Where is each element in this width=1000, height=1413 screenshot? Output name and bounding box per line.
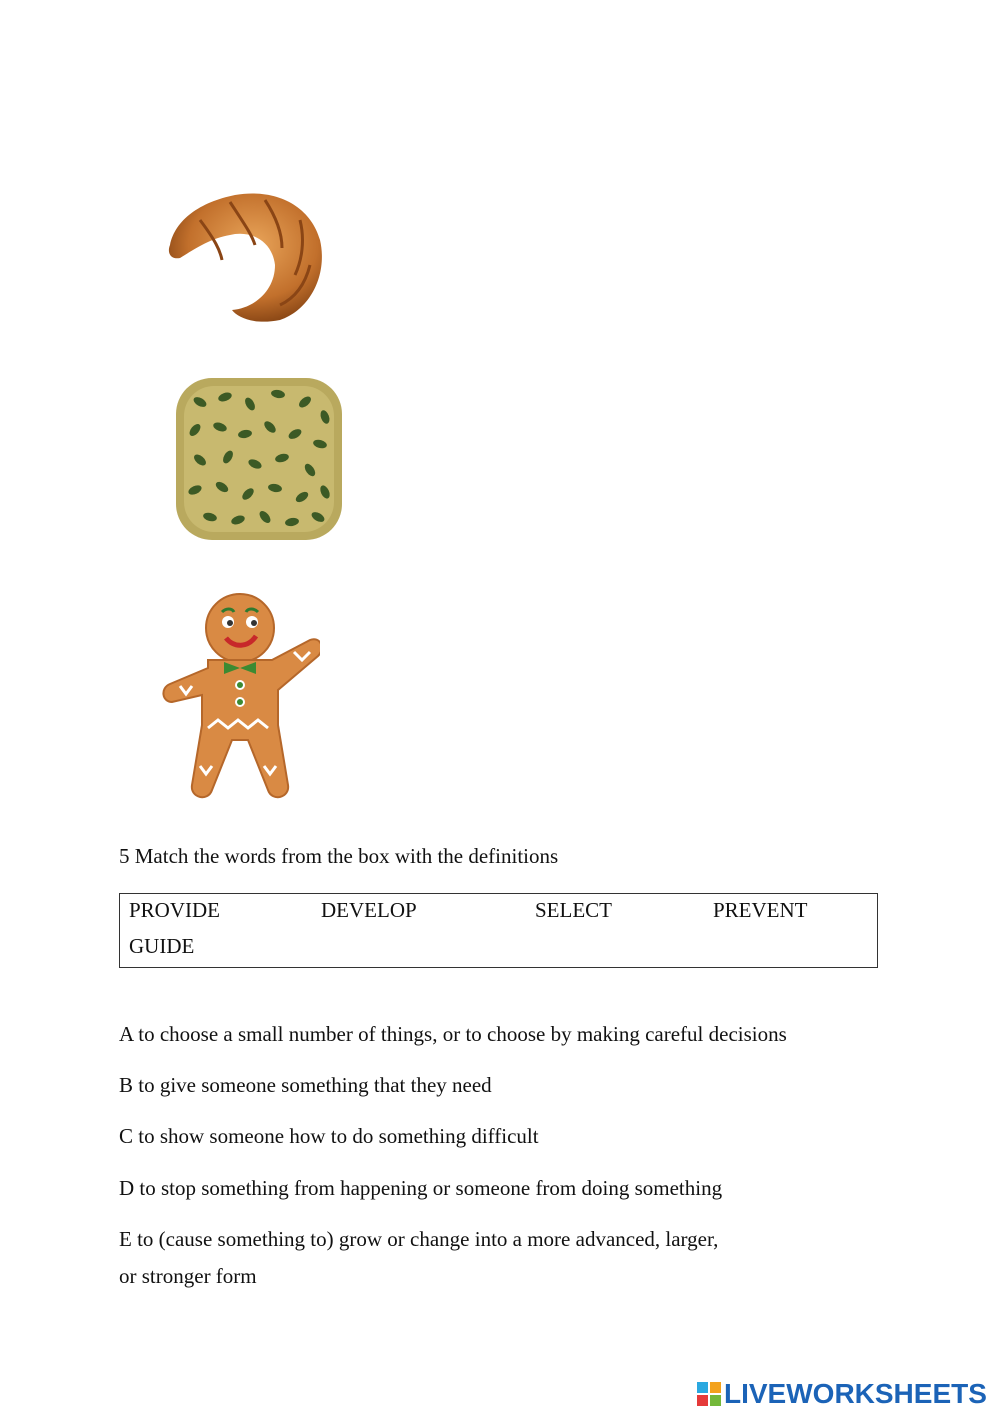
croissant-image: [160, 180, 330, 330]
definition-d: D to stop something from happening or someone from doing something: [119, 1176, 723, 1200]
word-guide: GUIDE: [129, 934, 195, 958]
definition-e-line1: E to (cause something to) grow or change into a more advanced, larger,: [119, 1227, 719, 1251]
word-prevent: PREVENT: [713, 898, 808, 922]
word-develop: DEVELOP: [321, 898, 417, 922]
seeded-bread-image: [170, 372, 348, 546]
word-select: SELECT: [535, 898, 612, 922]
liveworksheets-logo-text: LIVEWORKSHEETS: [724, 1378, 987, 1409]
word-box: [119, 893, 878, 968]
word-provide: PROVIDE: [129, 898, 221, 922]
exercise-instruction: 5 Match the words from the box with the definitions: [119, 844, 559, 868]
definition-b: B to give someone something that they need: [119, 1073, 492, 1097]
definition-c: C to show someone how to do something difficult: [119, 1124, 539, 1148]
gingerbread-man-image: [160, 590, 320, 802]
liveworksheets-logo-icon: [697, 1382, 721, 1406]
liveworksheets-logo: [697, 1378, 987, 1410]
definition-e-line2: or stronger form: [119, 1264, 257, 1288]
definition-a: A to choose a small number of things, or to choose by making careful decisions: [119, 1022, 787, 1046]
